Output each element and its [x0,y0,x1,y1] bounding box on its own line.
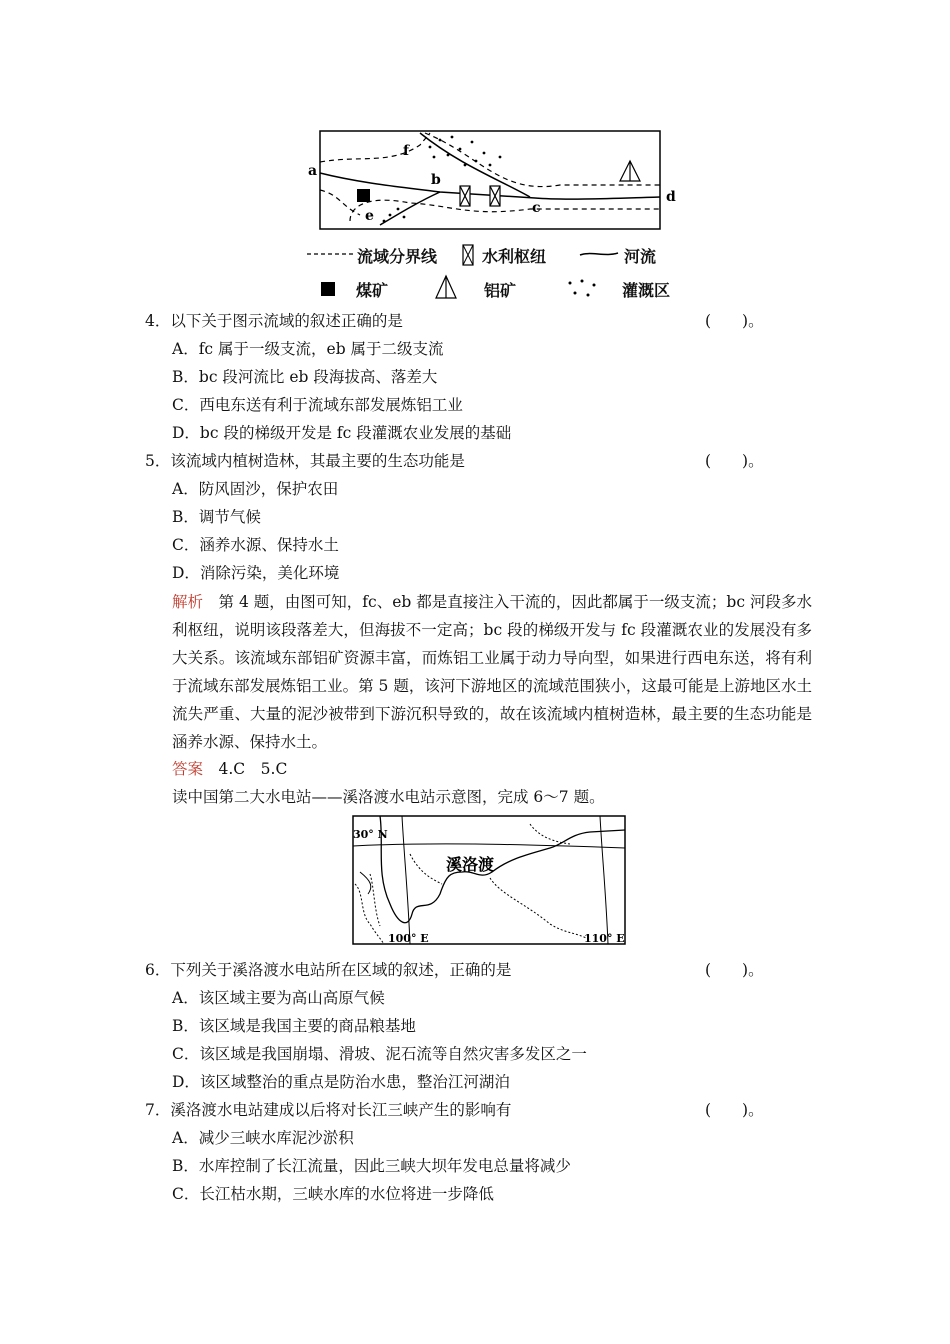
intro-q6-7: 读中国第二大水电站——溪洛渡水电站示意图，完成 6～7 题。 [172,788,605,806]
legend-dam: 水利枢纽 [482,247,547,266]
question-5-blank: ( )。 [705,452,764,470]
question-4-option-b: B．bc 段河流比 eb 段海拔高、落差大 [172,368,438,386]
question-5-option-b: B．调节气候 [172,508,261,526]
latitude-label: 30° N [353,828,388,841]
answer-text: 4.C 5.C [203,760,288,778]
river-legend-icon [578,247,620,261]
analysis-label: 解析 [172,593,204,611]
question-4-option-c: C．西电东送有利于流域东部发展炼铝工业 [172,396,463,414]
question-4-option-a: A．fc 属于一级支流，eb 属于二级支流 [172,340,444,358]
question-6-option-b: B．该区域是我国主要的商品粮基地 [172,1017,416,1035]
question-5-stem: 5．该流域内植树造林，其最主要的生态功能是 [145,452,465,470]
label-f: f [403,143,410,159]
question-6-option-d: D．该区域整治的重点是防治水患，整治江河湖泊 [172,1073,510,1091]
longitude-110-label: 110° E [584,932,625,945]
analysis-text: 第 4 题，由图可知，fc、eb 都是直接注入干流的，因此都属于一级支流；bc 河段多水利枢纽，说明该段落差大，但海拔不一定高；bc 段的梯级开发与 fc 段灌溉农业的发展没有多大关系。该流域东部铝矿资源丰富，而炼铝工业属于动力导向型，如果进行西电东送，将有利于流域东部发展炼铝工业。第 5 题，该河下游地区的流域范围狭小，这最可能是上游地区水土流失严重、大量的泥沙被带到下游沉积导致的，故在该流域内植树造林，最主要的生态功能是涵养水源、保持水土。 [172,593,812,751]
question-5-option-d: D．消除污染，美化环境 [172,564,340,582]
question-5-option-a: A．防风固沙，保护农田 [172,480,339,498]
question-7-option-a: A．减少三峡水库泥沙淤积 [172,1129,354,1147]
legend-aluminum: 铝矿 [484,281,517,300]
analysis-paragraph [172,588,812,756]
question-7-blank: ( )。 [705,1101,764,1119]
label-b: b [431,172,441,188]
dam-legend-icon [461,244,475,266]
question-5-option-c: C．涵养水源、保持水土 [172,536,339,554]
question-7-stem: 7．溪洛渡水电站建成以后将对长江三峡产生的影响有 [145,1101,512,1119]
question-4-stem: 4．以下关于图示流域的叙述正确的是 [145,312,403,330]
label-c: c [532,200,541,216]
answer-line [172,758,287,780]
question-7-option-b: B．水库控制了长江流量，因此三峡大坝年发电总量将减少 [172,1157,571,1175]
xiluodu-map [350,814,630,946]
dam-symbols [460,186,500,206]
question-6-blank: ( )。 [705,961,764,979]
question-6-option-c: C．该区域是我国崩塌、滑坡、泥石流等自然灾害多发区之一 [172,1045,587,1063]
boundary-legend-icon [305,247,355,261]
longitude-100-label: 100° E [388,932,429,945]
question-4-option-d: D．bc 段的梯级开发是 fc 段灌溉农业发展的基础 [172,424,512,442]
aluminum-symbol [620,161,640,181]
legend-river: 河流 [624,247,657,266]
legend-boundary: 流域分界线 [357,247,438,266]
coal-symbol [357,189,370,202]
aluminum-legend-icon [433,274,459,300]
legend-coal: 煤矿 [356,281,389,300]
legend-irrigation: 灌溉区 [622,281,671,300]
question-6-stem: 6．下列关于溪洛渡水电站所在区域的叙述，正确的是 [145,961,512,979]
xiluodu-label: 溪洛渡 [446,855,495,874]
question-7-option-c: C．长江枯水期，三峡水库的水位将进一步降低 [172,1185,494,1203]
question-4-blank: ( )。 [705,312,764,330]
label-a: a [308,163,318,179]
question-6-option-a: A．该区域主要为高山高原气候 [172,989,385,1007]
label-e: e [365,208,374,224]
answer-label: 答案 [172,760,204,778]
label-d: d [666,189,676,205]
coal-legend-icon [321,282,335,296]
irrigation-legend-icon [566,277,600,299]
